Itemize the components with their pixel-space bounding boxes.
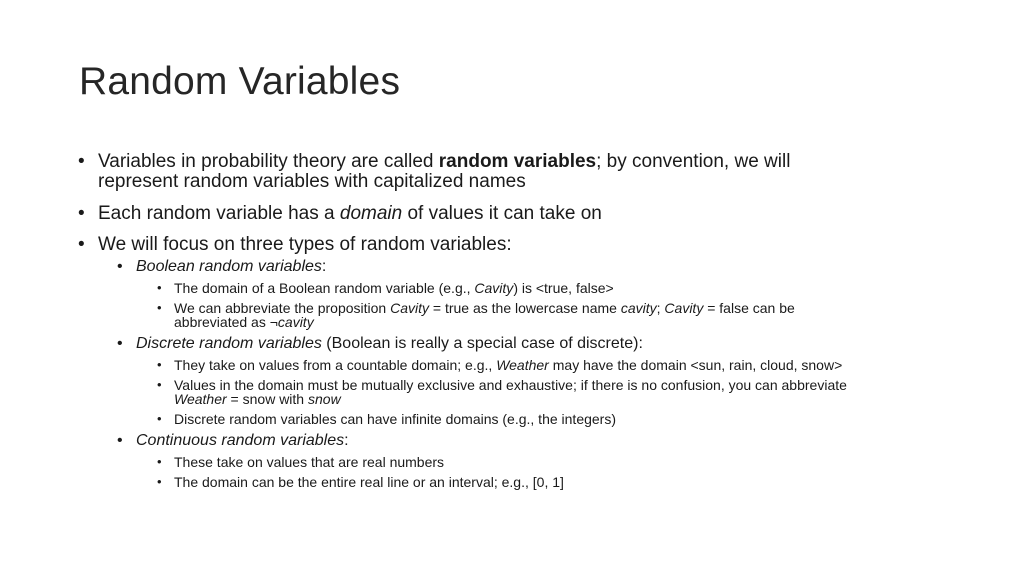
text: ) is <true, false>: [513, 280, 614, 296]
bullet-dot-icon: •: [157, 280, 162, 295]
bullet-boolean: [117, 257, 978, 276]
text: We will focus on three types of random variables:: [98, 234, 512, 255]
bullet-dot-icon: •: [78, 234, 85, 255]
text: These take on values that are real numbers: [174, 454, 445, 470]
bullet-discrete-exclusive: [157, 378, 934, 406]
bullet-discrete: [117, 334, 978, 353]
italic-term: domain: [339, 203, 403, 224]
text: abbreviated as ¬: [174, 314, 278, 330]
slide-title: Random Variables: [79, 60, 401, 103]
text: They take on values from a countable domain; e.g.,: [174, 357, 497, 373]
text: The domain of a Boolean random variable (e.g.,: [174, 280, 475, 296]
italic-term: cavity: [620, 300, 657, 316]
text: = snow with: [226, 391, 308, 407]
slide-body: [78, 152, 978, 489]
italic-term: Continuous random variables: [136, 432, 345, 449]
bullet-continuous-interval: [157, 475, 934, 489]
text: :: [321, 258, 327, 275]
bullet-dot-icon: •: [157, 474, 162, 489]
text: Each random variable has a: [98, 203, 340, 224]
bullet-domain: [78, 204, 978, 224]
bullet-boolean-abbreviate: [157, 301, 934, 329]
bullet-random-variables: [78, 152, 978, 192]
bold-term: random variables: [438, 151, 597, 172]
italic-term: Cavity: [664, 300, 704, 316]
bullet-dot-icon: •: [78, 203, 85, 224]
text: of values it can take on: [402, 203, 602, 224]
bullet-dot-icon: •: [157, 377, 162, 392]
bullet-dot-icon: •: [117, 432, 123, 449]
text: may have the domain <sun, rain, cloud, snow>: [548, 357, 843, 373]
bullet-dot-icon: •: [157, 300, 162, 315]
bullet-dot-icon: •: [157, 357, 162, 372]
italic-term: Weather: [174, 391, 227, 407]
text: Discrete random variables can have infinite domains (e.g., the integers): [174, 411, 616, 427]
italic-term: Cavity: [390, 300, 430, 316]
bullet-dot-icon: •: [157, 411, 162, 426]
bullet-dot-icon: •: [117, 258, 123, 275]
italic-term: Cavity: [474, 280, 514, 296]
bullet-discrete-infinite: [157, 412, 934, 426]
italic-term: Boolean random variables: [136, 258, 322, 275]
text: We can abbreviate the proposition: [174, 300, 391, 316]
bullet-boolean-domain: [157, 281, 934, 295]
text: ;: [656, 300, 665, 316]
italic-term: Discrete random variables: [136, 335, 322, 352]
bullet-three-types: [78, 235, 978, 255]
bullet-dot-icon: •: [78, 151, 85, 172]
bullet-discrete-countable: [157, 358, 934, 372]
italic-term: Weather: [496, 357, 549, 373]
text: The domain can be the entire real line or an interval; e.g., [0, 1]: [174, 474, 564, 490]
text: = true as the lowercase name: [429, 300, 621, 316]
text: = false can be: [703, 300, 795, 316]
italic-term: cavity: [277, 314, 314, 330]
bullet-dot-icon: •: [157, 454, 162, 469]
bullet-continuous: [117, 431, 978, 450]
text: (Boolean is really a special case of discrete):: [321, 335, 643, 352]
text: Values in the domain must be mutually exclusive and exhaustive; if there is no confusion, you can abbreviate: [174, 377, 847, 393]
bullet-continuous-real: [157, 455, 934, 469]
italic-term: snow: [308, 391, 341, 407]
text: :: [344, 432, 349, 449]
bullet-dot-icon: •: [117, 335, 123, 352]
text: Variables in probability theory are called: [98, 151, 439, 172]
text: represent random variables with capitalized names: [98, 171, 526, 192]
text: ; by convention, we will: [596, 151, 791, 172]
